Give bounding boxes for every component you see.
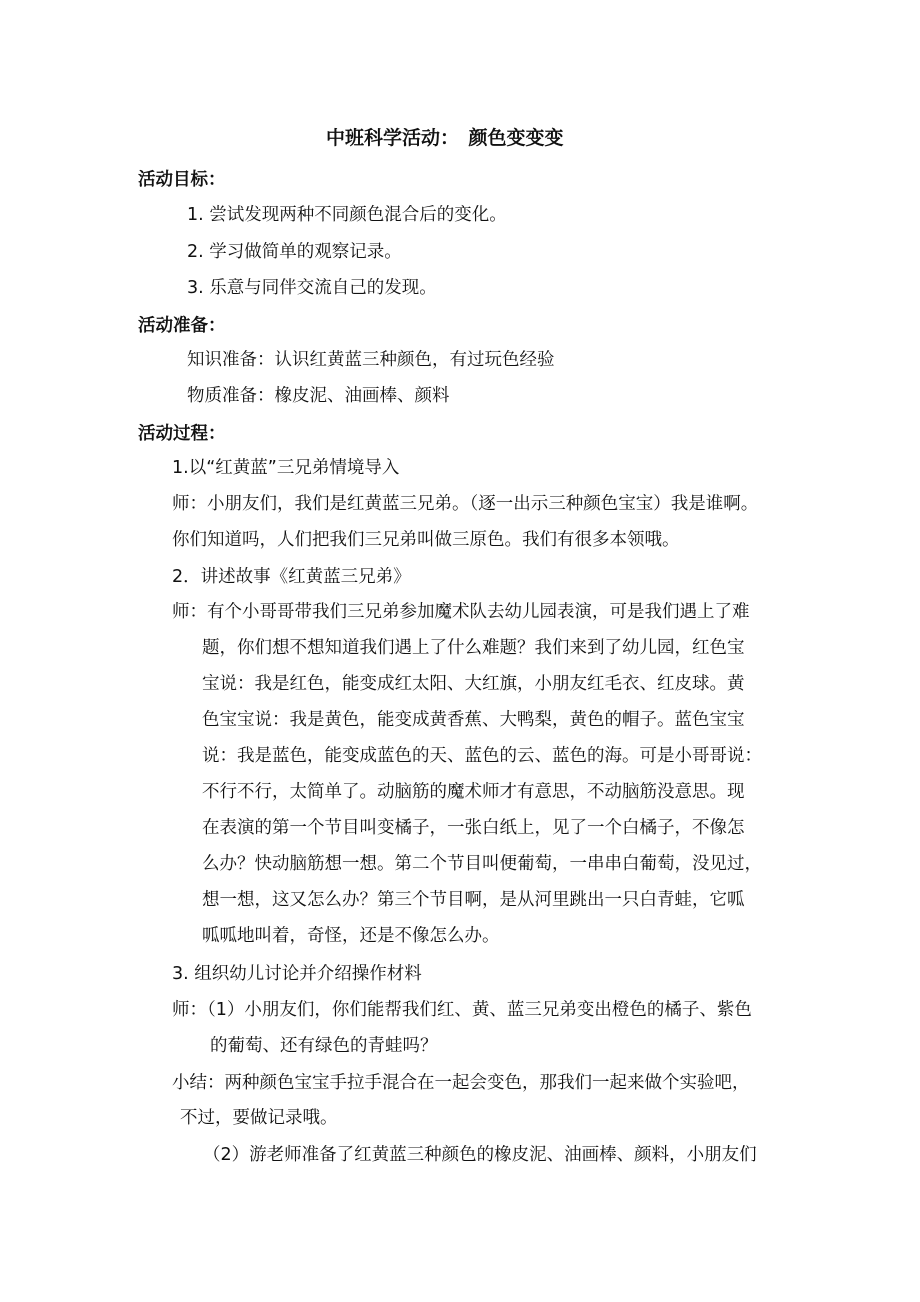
section-heading-goals: 活动目标： bbox=[138, 170, 226, 190]
goal-item: 1. 尝试发现两种不同颜色混合后的变化。 bbox=[187, 205, 507, 225]
paragraph-line: 色宝宝说：我是黄色，能变成黄香蕉、大鸭梨，黄色的帽子。蓝色宝宝 bbox=[202, 710, 745, 730]
goal-item: 2. 学习做简单的观察记录。 bbox=[187, 242, 402, 262]
step-title: 2．讲述故事《红黄蓝三兄弟》 bbox=[172, 567, 411, 587]
paragraph-line: 的葡萄、还有绿色的青蛙吗？ bbox=[210, 1036, 438, 1056]
paragraph-line: 小结：两种颜色宝宝手拉手混合在一起会变色，那我们一起来做个实验吧， bbox=[172, 1073, 750, 1093]
paragraph-line: 题，你们想不想知道我们遇上了什么难题？我们来到了幼儿园，红色宝 bbox=[202, 638, 745, 658]
page-title: 中班科学活动： 颜色变变变 bbox=[326, 127, 564, 149]
paragraph-line: 师：（1）小朋友们，你们能帮我们红、黄、蓝三兄弟变出橙色的橘子、紫色 bbox=[172, 1000, 752, 1020]
section-heading-process: 活动过程： bbox=[138, 424, 226, 444]
paragraph-line: 不过，要做记录哦。 bbox=[180, 1108, 338, 1128]
knowledge-preparation: 知识准备：认识红黄蓝三种颜色，有过玩色经验 bbox=[187, 350, 555, 370]
section-heading-preparation: 活动准备： bbox=[138, 316, 226, 336]
paragraph-line: 不行不行，太简单了。动脑筋的魔术师才有意思，不动脑筋没意思。现 bbox=[202, 782, 745, 802]
step-title: 1.以“红黄蓝”三兄弟情境导入 bbox=[172, 458, 400, 478]
paragraph-line: 你们知道吗，人们把我们三兄弟叫做三原色。我们有很多本领哦。 bbox=[172, 530, 680, 550]
paragraph-line: 呱呱地叫着，奇怪，还是不像怎么办。 bbox=[202, 926, 500, 946]
paragraph-line: 说：我是蓝色，能变成蓝色的天、蓝色的云、蓝色的海。可是小哥哥说： bbox=[202, 746, 762, 766]
paragraph-line: 在表演的第一个节目叫变橘子，一张白纸上，见了一个白橘子，不像怎 bbox=[202, 818, 745, 838]
goal-item: 3. 乐意与同伴交流自己的发现。 bbox=[187, 278, 437, 298]
paragraph-line: 宝说：我是红色，能变成红太阳、大红旗，小朋友红毛衣、红皮球。黄 bbox=[202, 674, 745, 694]
step-title: 3. 组织幼儿讨论并介绍操作材料 bbox=[172, 964, 422, 984]
paragraph-line: 师：有个小哥哥带我们三兄弟参加魔术队去幼儿园表演，可是我们遇上了难 bbox=[172, 602, 750, 622]
paragraph-line: 想一想，这又怎么办？第三个节目啊，是从河里跳出一只白青蛙，它呱 bbox=[202, 890, 745, 910]
paragraph-line: （2）游老师准备了红黄蓝三种颜色的橡皮泥、油画棒、颜料，小朋友们 bbox=[203, 1145, 757, 1165]
material-preparation: 物质准备：橡皮泥、油画棒、颜料 bbox=[187, 386, 450, 406]
paragraph-line: 师：小朋友们，我们是红黄蓝三兄弟。（逐一出示三种颜色宝宝）我是谁啊。 bbox=[172, 494, 759, 514]
paragraph-line: 么办？快动脑筋想一想。第二个节目叫便葡萄，一串串白葡萄，没见过， bbox=[202, 854, 762, 874]
